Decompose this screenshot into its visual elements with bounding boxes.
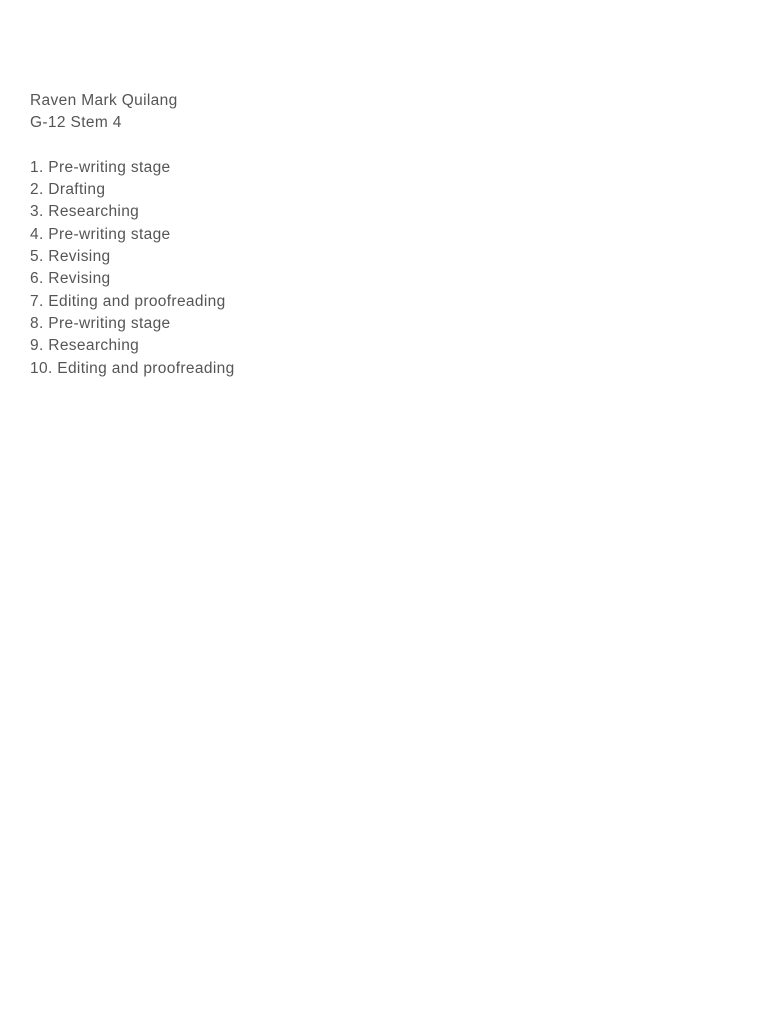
answer-list [30,157,235,380]
answer-item: 6. Revising [30,270,111,288]
answer-item: 1. Pre-writing stage [30,158,171,176]
answer-item: 3. Researching [30,203,140,221]
answer-item: 2. Drafting [30,181,106,199]
student-name: Raven Mark Quilang [30,92,178,109]
note-body [30,90,235,380]
answer-item: 8. Pre-writing stage [30,314,171,332]
blank-line [30,135,235,157]
answer-item: 7. Editing and proofreading [30,292,226,310]
answer-item: 9. Researching [30,337,140,355]
answer-item: 10. Editing and proofreading [30,359,235,377]
answer-item: 5. Revising [30,248,111,266]
answer-item: 4. Pre-writing stage [30,225,171,243]
grade-section: G-12 Stem 4 [30,114,122,132]
